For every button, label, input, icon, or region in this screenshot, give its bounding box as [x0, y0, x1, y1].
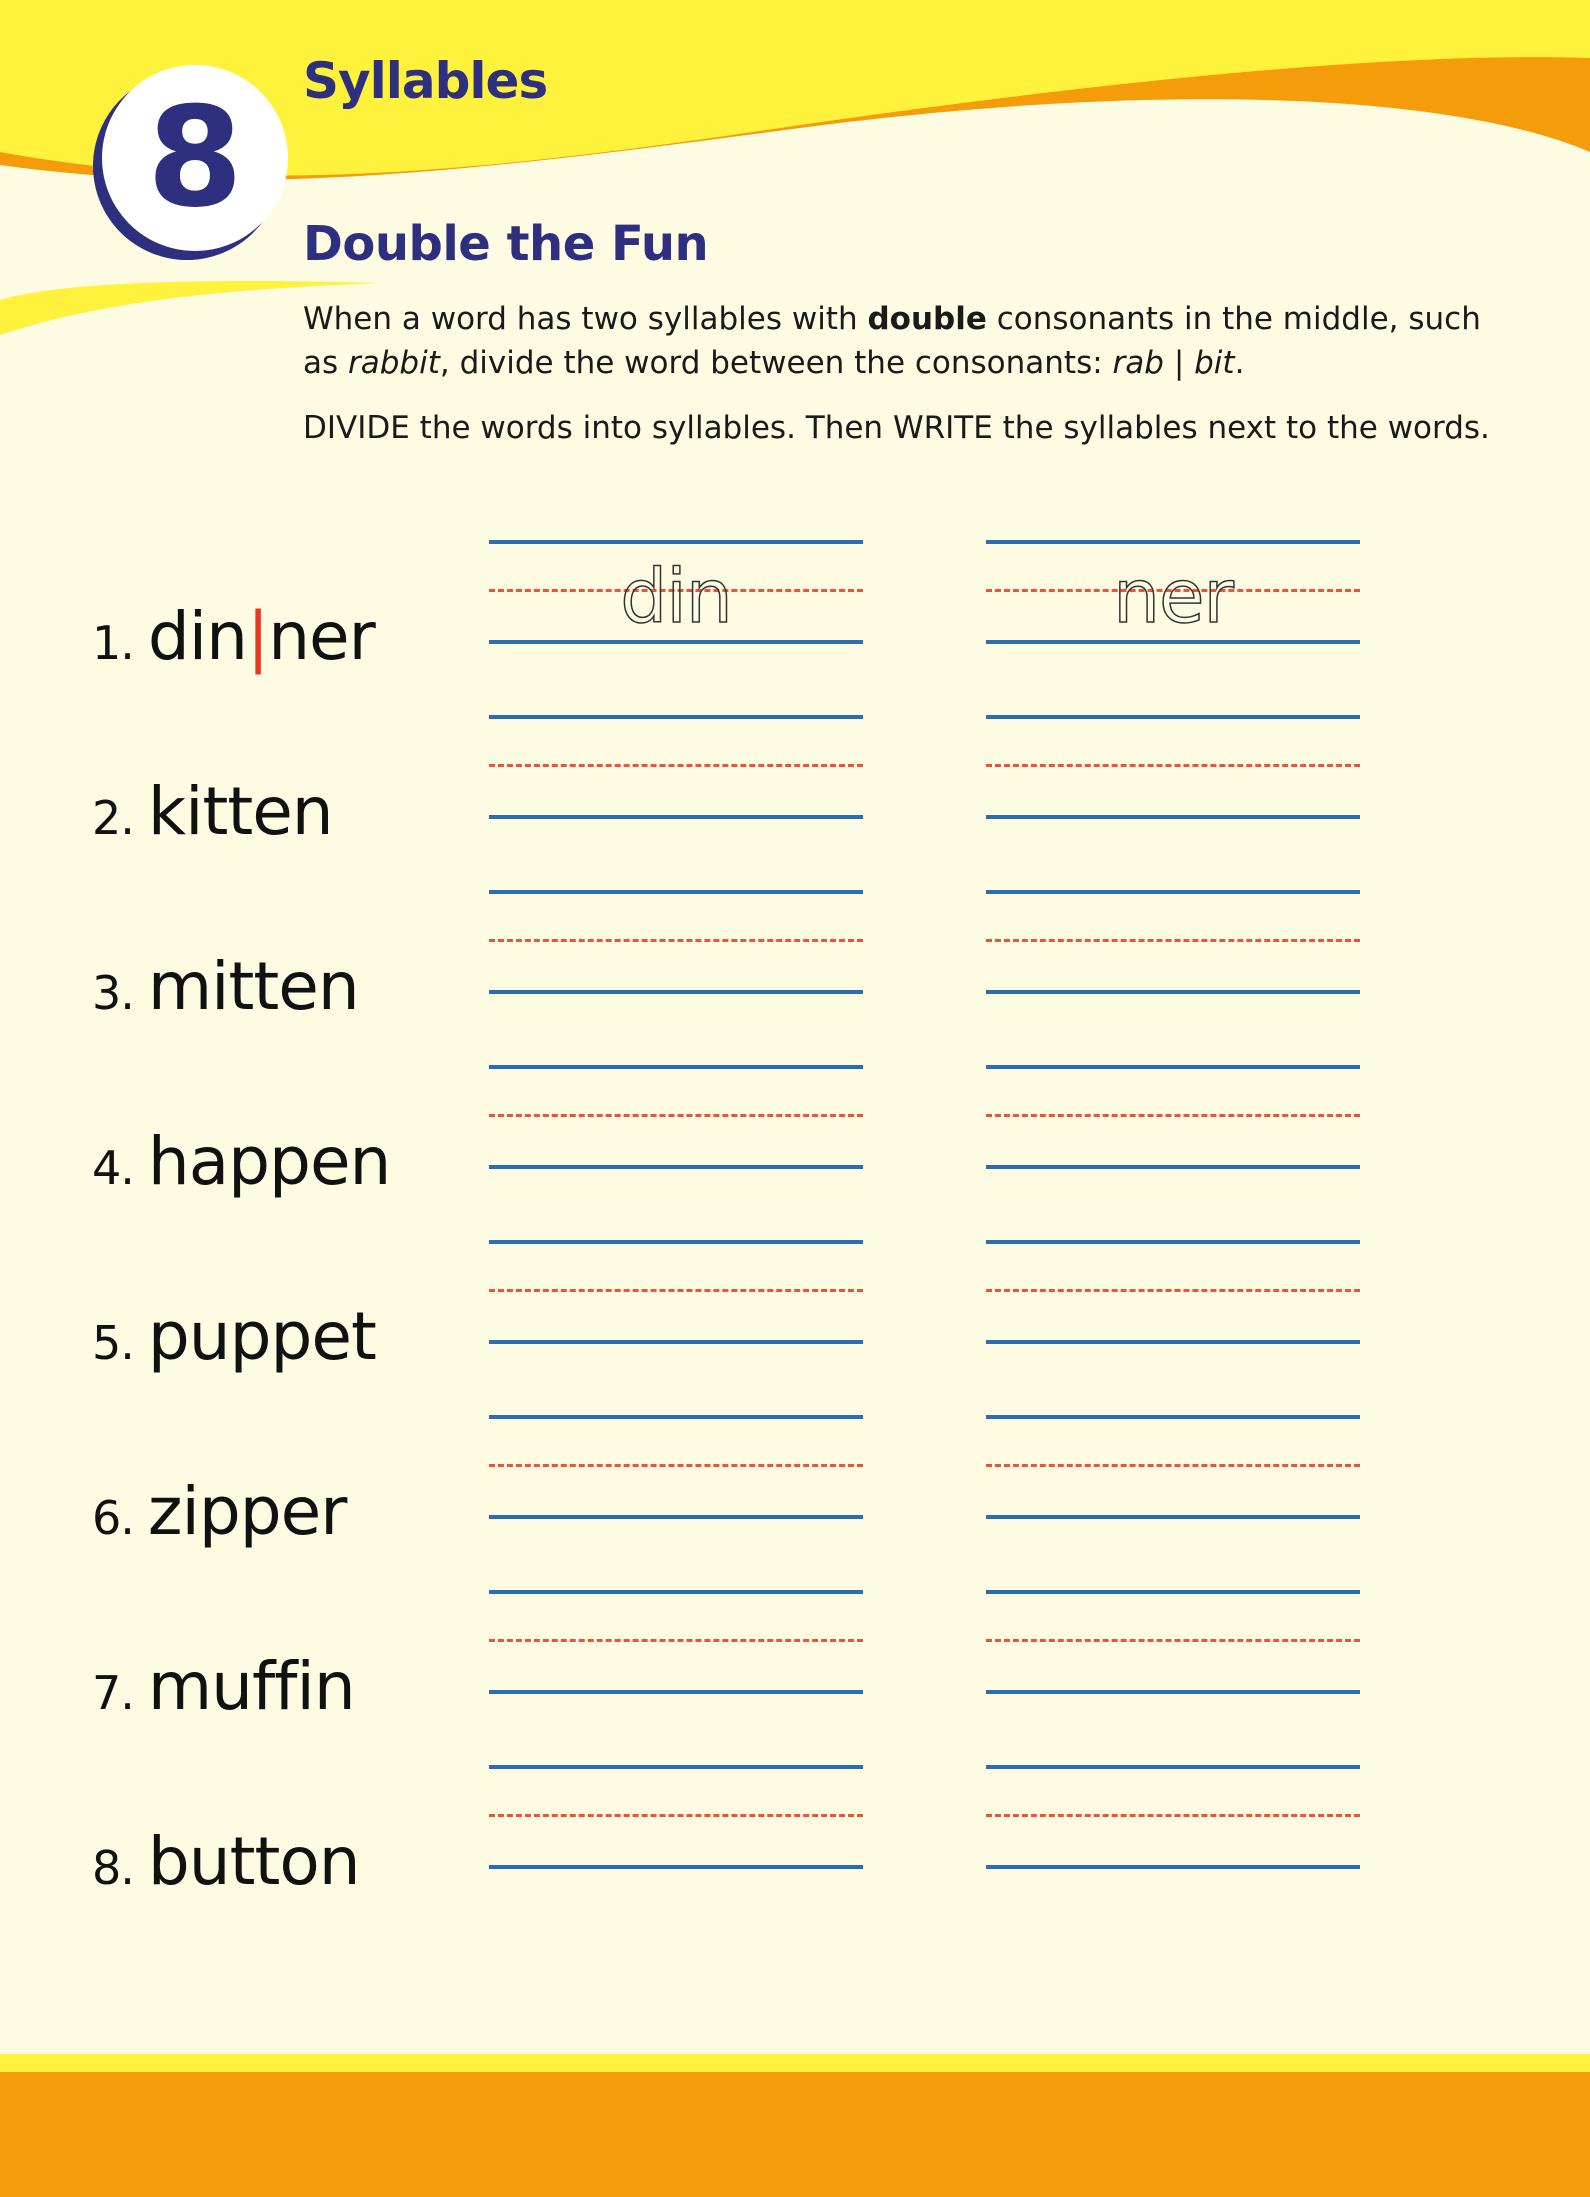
syllable-first: din [147, 598, 247, 675]
intro-example-word: rabbit [348, 345, 440, 381]
exercise-word-6 [92, 1473, 346, 1550]
exercise-word: kitten [147, 773, 333, 850]
trace-example-first-syllable: din [620, 554, 732, 640]
answer-box-first-syllable[interactable] [489, 1415, 863, 1525]
writing-line-baseline [986, 640, 1360, 644]
exercise-number: 5. [92, 1316, 134, 1370]
exercise-number: 2. [92, 791, 134, 845]
answer-box-first-syllable[interactable] [489, 1065, 863, 1175]
answer-box-second-syllable[interactable] [986, 1590, 1360, 1700]
writing-line-midline [986, 1464, 1360, 1467]
intro-part2: consonants in the middle, such as [303, 301, 1481, 381]
exercise-number: 7. [92, 1666, 134, 1720]
exercise-word-4 [92, 1123, 390, 1200]
exercise-number: 3. [92, 966, 134, 1020]
writing-line-midline [986, 939, 1360, 942]
writing-line-baseline [986, 1690, 1360, 1694]
writing-line-midline [489, 1114, 863, 1117]
exercise-row-1 [0, 540, 1590, 715]
exercise-row-6 [0, 1415, 1590, 1590]
writing-line-baseline [986, 1340, 1360, 1344]
syllable-second: ner [268, 598, 375, 675]
exercise-word-7 [92, 1648, 355, 1725]
intro-part1: When a word has two syllables with [303, 301, 868, 337]
writing-line-top [986, 890, 1360, 894]
exercise-number: 8. [92, 1841, 134, 1895]
exercise-number: 4. [92, 1141, 134, 1195]
writing-line-baseline [489, 990, 863, 994]
activity-title: Double the Fun [303, 216, 709, 272]
writing-line-baseline [489, 1515, 863, 1519]
writing-line-top [986, 1765, 1360, 1769]
writing-line-baseline [489, 1865, 863, 1869]
writing-line-midline [489, 1639, 863, 1642]
exercise-word: muffin [147, 1648, 355, 1725]
writing-line-midline [489, 764, 863, 767]
writing-line-midline [986, 764, 1360, 767]
exercise-word: happen [147, 1123, 391, 1200]
exercise-word-1 [92, 598, 375, 675]
writing-line-top [489, 1765, 863, 1769]
writing-line-top [986, 540, 1360, 544]
exercise-word-3 [92, 948, 359, 1025]
writing-line-baseline [489, 640, 863, 644]
writing-line-baseline [986, 1165, 1360, 1169]
answer-box-first-syllable[interactable] [489, 1765, 863, 1875]
intro-syllable-1: rab [1112, 345, 1164, 381]
writing-line-baseline [986, 1865, 1360, 1869]
exercise-word: zipper [147, 1473, 347, 1550]
trace-example-second-syllable: ner [1113, 554, 1233, 640]
intro-separator: | [1163, 345, 1195, 381]
writing-line-top [986, 1065, 1360, 1069]
writing-line-midline [986, 1114, 1360, 1117]
exercise-word: puppet [147, 1298, 376, 1375]
writing-line-baseline [489, 1340, 863, 1344]
writing-line-baseline [986, 990, 1360, 994]
writing-line-top [489, 1065, 863, 1069]
exercise-word: button [147, 1823, 360, 1900]
writing-line-top [489, 1240, 863, 1244]
exercise-word-5 [92, 1298, 376, 1375]
intro-part3: , divide the word between the consonants: [439, 345, 1113, 381]
writing-line-midline [489, 1464, 863, 1467]
intro-part4: . [1234, 345, 1245, 381]
writing-line-baseline [986, 1515, 1360, 1519]
exercise-word-2 [92, 773, 333, 850]
exercise-word: mitten [147, 948, 359, 1025]
answer-box-first-syllable[interactable] [489, 1240, 863, 1350]
answer-box-second-syllable[interactable] [986, 1065, 1360, 1175]
writing-line-top [489, 715, 863, 719]
writing-line-top [489, 1415, 863, 1419]
intro-bold-word: double [867, 301, 987, 337]
exercise-number: 1. [92, 616, 134, 670]
writing-line-top [986, 1240, 1360, 1244]
writing-line-top [986, 1415, 1360, 1419]
writing-line-baseline [489, 1165, 863, 1169]
intro-text [303, 297, 1503, 385]
writing-line-midline [986, 1814, 1360, 1817]
intro-syllable-2: bit [1194, 345, 1235, 381]
exercise-row-4 [0, 1065, 1590, 1240]
section-title: Syllables [303, 52, 548, 110]
directions: DIVIDE the words into syllables. Then WRITE the syllables next to the words. [303, 410, 1490, 446]
exercise-row-7 [0, 1590, 1590, 1765]
writing-line-midline [489, 1289, 863, 1292]
footer-stripe-orange [0, 2072, 1590, 2197]
syllable-divider-mark: | [246, 598, 269, 675]
writing-line-top [986, 1590, 1360, 1594]
exercise-row-3 [0, 890, 1590, 1065]
exercise-number: 6. [92, 1491, 134, 1545]
writing-line-baseline [489, 1690, 863, 1694]
answer-box-second-syllable[interactable] [986, 890, 1360, 1000]
answer-box-first-syllable[interactable] [489, 540, 863, 650]
answer-box-first-syllable[interactable] [489, 890, 863, 1000]
activity-number: 8 [146, 77, 244, 238]
writing-line-midline [489, 1814, 863, 1817]
answer-box-second-syllable[interactable] [986, 1765, 1360, 1875]
answer-box-second-syllable[interactable] [986, 1240, 1360, 1350]
writing-line-baseline [489, 815, 863, 819]
answer-box-second-syllable[interactable] [986, 715, 1360, 825]
exercise-word [148, 598, 375, 675]
exercise-row-5 [0, 1240, 1590, 1415]
writing-line-top [489, 540, 863, 544]
writing-line-midline [986, 1639, 1360, 1642]
writing-line-midline [489, 939, 863, 942]
writing-line-top [489, 1590, 863, 1594]
exercise-word-8 [92, 1823, 360, 1900]
writing-line-top [489, 890, 863, 894]
writing-line-baseline [986, 815, 1360, 819]
writing-line-midline [986, 1289, 1360, 1292]
answer-box-second-syllable[interactable] [986, 1415, 1360, 1525]
writing-line-top [986, 715, 1360, 719]
answer-box-first-syllable[interactable] [489, 715, 863, 825]
footer-stripe-yellow [0, 2054, 1590, 2072]
exercise-row-2 [0, 715, 1590, 890]
exercise-row-8 [0, 1765, 1590, 1940]
answer-box-first-syllable[interactable] [489, 1590, 863, 1700]
answer-box-second-syllable[interactable] [986, 540, 1360, 650]
